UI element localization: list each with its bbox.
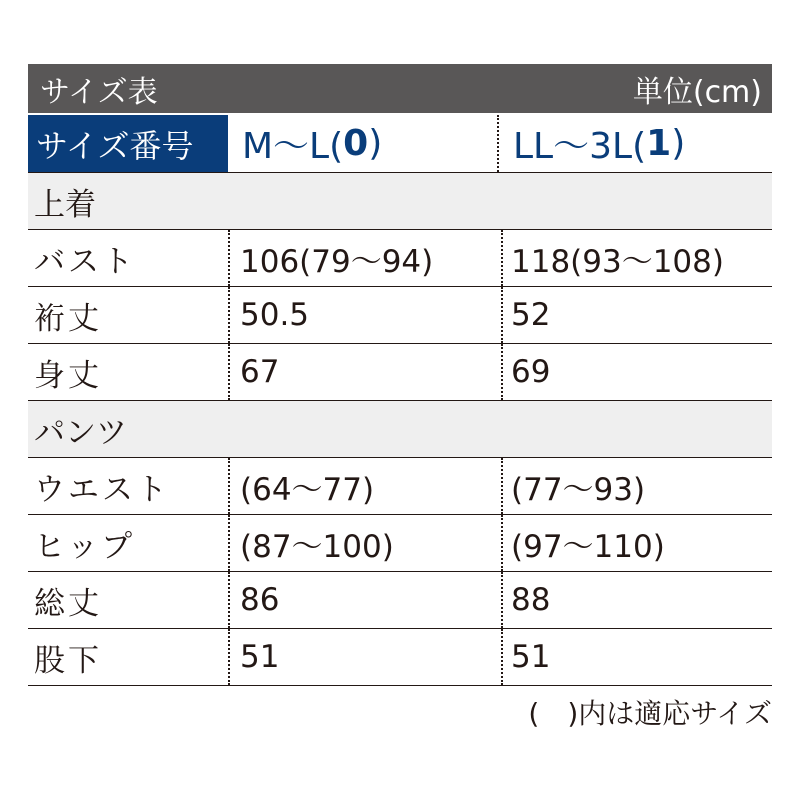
value-size-2: 51: [501, 629, 772, 685]
size-number-label: サイズ番号: [28, 115, 228, 172]
value-size-2: (97〜110): [501, 515, 772, 571]
value-size-1: 67: [228, 344, 501, 400]
section-jacket: 上着: [28, 173, 772, 230]
value-size-1: 106(79〜94): [228, 230, 501, 286]
row-label: 総丈: [34, 585, 102, 622]
table-row: [28, 515, 772, 572]
row-label: バスト: [34, 243, 136, 280]
value-size-1: 86: [228, 572, 501, 628]
size-chart: [28, 64, 772, 732]
value-size-2: 69: [501, 344, 772, 400]
value-size-1: (64〜77): [228, 458, 501, 514]
value-size-2: (77〜93): [501, 458, 772, 514]
size-1-number: 0: [343, 123, 369, 164]
table-row: [28, 344, 772, 401]
size-2-text: LL〜3L(: [513, 126, 647, 167]
size-1-text: M〜L(: [242, 126, 344, 167]
table-row: [28, 629, 772, 686]
row-label: 股下: [34, 642, 102, 679]
section-pants: パンツ: [28, 401, 772, 458]
table-row: [28, 287, 772, 344]
row-label: ウエスト: [34, 471, 170, 508]
row-label: 身丈: [34, 357, 102, 394]
row-label: 裄丈: [34, 300, 102, 337]
chart-title: サイズ表: [40, 74, 158, 110]
value-size-1: 50.5: [228, 287, 501, 343]
value-size-2: 118(93〜108): [501, 230, 772, 286]
size-column-1: [228, 115, 499, 172]
size-1-close: ): [368, 123, 383, 164]
title-bar: [28, 64, 772, 113]
size-2-number: 1: [646, 123, 672, 164]
table-row: [28, 572, 772, 629]
table-row: [28, 230, 772, 287]
size-2-close: ): [671, 123, 686, 164]
header-row: [28, 113, 772, 173]
footnote: ( )内は適応サイズ: [528, 697, 772, 730]
value-size-2: 88: [501, 572, 772, 628]
value-size-2: 52: [501, 287, 772, 343]
unit-label: 単位(cm): [632, 74, 762, 110]
row-label: ヒップ: [34, 528, 136, 565]
size-column-2: [499, 115, 772, 172]
value-size-1: (87〜100): [228, 515, 501, 571]
table-row: [28, 458, 772, 515]
value-size-1: 51: [228, 629, 501, 685]
